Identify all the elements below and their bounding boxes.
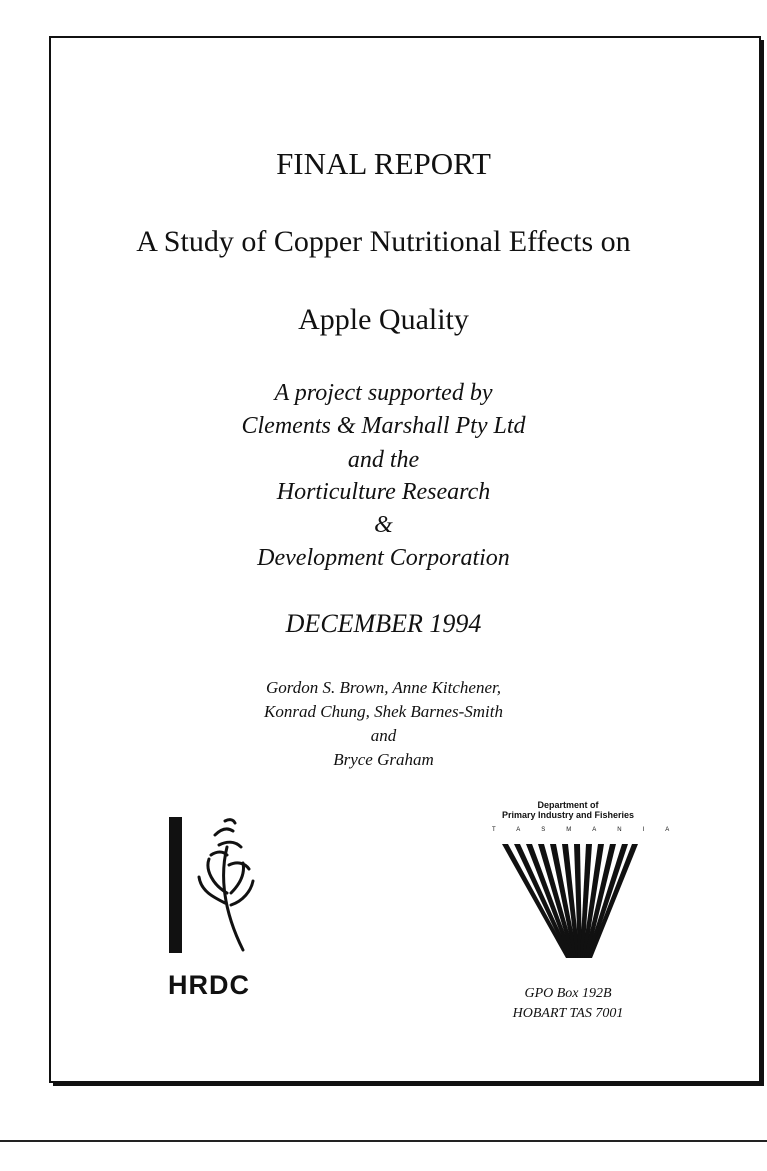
support-line-5: &	[374, 512, 393, 538]
authors-line-3: and	[370, 726, 397, 745]
authors-line-2: Konrad Chung, Shek Barnes-Smith	[264, 702, 503, 721]
dpif-state: TASMANIA	[492, 827, 691, 833]
support-line-3: and the	[347, 447, 420, 473]
report-title-line1: A Study of Copper Nutritional Effects on	[136, 225, 631, 258]
support-line-1: A project supported by	[274, 380, 493, 406]
dpif-name-line1: Department of	[537, 800, 599, 810]
support-line-2: Clements & Marshall Pty Ltd	[241, 413, 526, 439]
address-line1: GPO Box 192B	[524, 986, 612, 1001]
page-bottom-rule	[0, 1140, 767, 1142]
authors-line-1: Gordon S. Brown, Anne Kitchener,	[266, 678, 501, 697]
report-title-line2: Apple Quality	[298, 303, 469, 336]
report-label: FINAL REPORT	[276, 146, 491, 181]
support-line-4: Horticulture Research	[276, 479, 491, 505]
report-date: DECEMBER 1994	[285, 609, 482, 638]
dpif-name-line2: Primary Industry and Fisheries	[501, 810, 635, 820]
dpif-logo-icon	[500, 840, 640, 962]
authors-line-4: Bryce Graham	[333, 750, 434, 769]
hrdc-label: HRDC	[168, 970, 250, 1000]
address-line2: HOBART TAS 7001	[512, 1006, 624, 1021]
hrdc-logo-icon	[165, 815, 265, 955]
support-line-6: Development Corporation	[257, 545, 510, 571]
